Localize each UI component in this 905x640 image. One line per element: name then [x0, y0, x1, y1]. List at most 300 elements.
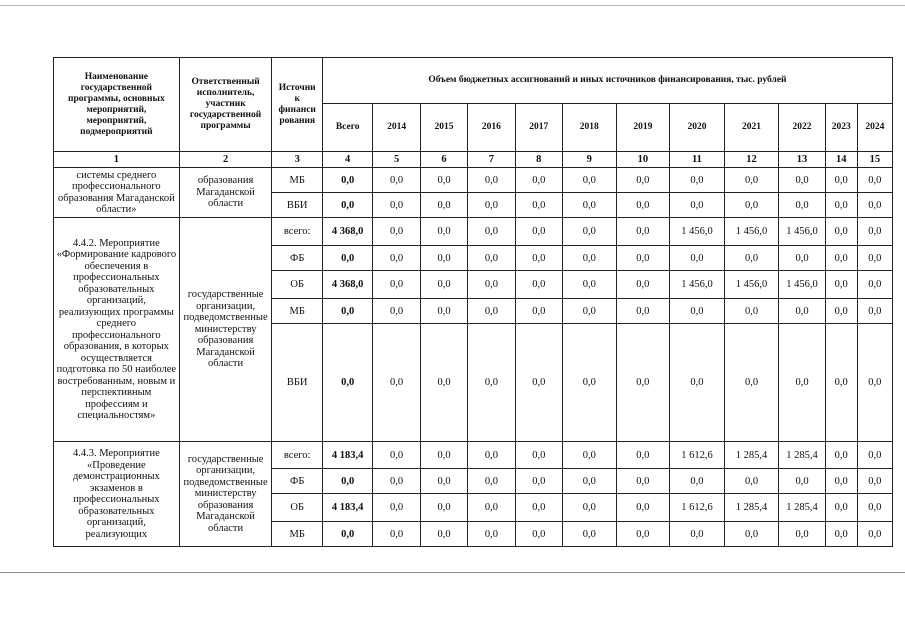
cell-value: 0,0	[484, 226, 498, 237]
cell-value: 0,0	[834, 279, 848, 290]
cell-value: 0,0	[341, 174, 355, 186]
cell-value: 0,0	[532, 174, 546, 186]
year-value	[468, 442, 515, 469]
cell-value: 0,0	[868, 279, 882, 290]
year-value	[515, 218, 562, 246]
year-value	[724, 168, 779, 193]
cell-value: 0,0	[636, 528, 650, 540]
header-index: 7	[468, 152, 515, 168]
year-value	[515, 469, 562, 494]
year-value	[468, 193, 515, 218]
year-value	[825, 469, 857, 494]
year-value	[616, 522, 670, 547]
year-value	[562, 299, 616, 324]
measure-name: системы среднего профессионального образования Магаданской области»	[54, 168, 180, 218]
year-value	[779, 494, 825, 522]
cell-value: 0,0	[582, 252, 596, 264]
cell-value: 0,0	[690, 174, 704, 186]
header-year: 2014	[373, 104, 420, 152]
cell-value: 0,0	[868, 377, 882, 388]
cell-value: 4 368,0	[331, 279, 364, 290]
cell-value: 0,0	[636, 226, 650, 237]
cell-value: 0,0	[868, 226, 882, 237]
year-value	[724, 299, 779, 324]
year-value	[670, 218, 725, 246]
header-executor: Ответственный исполнитель, участник государственной программы	[179, 58, 272, 152]
cell-value: 0,0	[390, 449, 404, 461]
cell-value: 0,0	[690, 475, 704, 487]
year-value	[373, 218, 420, 246]
year-value	[857, 218, 892, 246]
year-value	[857, 271, 892, 299]
cell-value: 0,0	[744, 174, 759, 186]
year-value	[724, 324, 779, 442]
cell-value: 0,0	[484, 199, 498, 211]
cell-value: 0,0	[532, 279, 546, 290]
cell-value: 0,0	[484, 279, 498, 290]
cell-value: 0,0	[636, 377, 650, 388]
cell-value: 0,0	[636, 174, 650, 186]
cell-value: 0,0	[532, 199, 546, 211]
cell-value: 0,0	[795, 528, 809, 540]
cell-value: 4 183,4	[331, 449, 364, 461]
cell-value: 0,0	[744, 305, 759, 317]
year-value	[420, 299, 467, 324]
measure-executor: государственные организации, подведомственные министерству образования Магаданской области	[179, 218, 272, 442]
total-value	[322, 193, 372, 218]
cell-value: 1 456,0	[786, 279, 818, 290]
cell-value: 0,0	[484, 528, 498, 540]
cell-value: 0,0	[834, 199, 848, 211]
year-value	[857, 193, 892, 218]
year-value	[373, 522, 420, 547]
cell-value: 1 285,4	[735, 502, 768, 513]
cell-value: 0,0	[484, 502, 498, 513]
year-value	[825, 168, 857, 193]
cell-value: 0,0	[834, 174, 848, 186]
cell-value: 0,0	[341, 199, 355, 211]
year-value	[515, 299, 562, 324]
header-budget-group: Объем бюджетных ассигнований и иных источников финансирования, тыс. рублей	[322, 58, 892, 104]
year-value	[779, 469, 825, 494]
year-value	[825, 271, 857, 299]
total-value	[322, 442, 372, 469]
cell-value: 0,0	[690, 305, 704, 317]
year-value	[779, 271, 825, 299]
year-value	[420, 193, 467, 218]
header-year: 2016	[468, 104, 515, 152]
measure-executor: образования Магаданской области	[179, 168, 272, 218]
cell-value: 0,0	[532, 305, 546, 317]
cell-value: 0,0	[834, 449, 848, 461]
cell-value: 0,0	[834, 252, 848, 264]
cell-value: 0,0	[390, 279, 404, 290]
year-value	[468, 494, 515, 522]
cell-value: 0,0	[834, 502, 848, 513]
cell-value: 1 456,0	[681, 279, 713, 290]
year-value	[825, 218, 857, 246]
cell-value: 0,0	[834, 528, 848, 540]
header-index: 13	[779, 152, 825, 168]
cell-value: 1 612,6	[681, 449, 713, 461]
cell-value: 0,0	[582, 528, 596, 540]
year-value	[857, 324, 892, 442]
year-value	[825, 193, 857, 218]
cell-value: 0,0	[341, 252, 355, 264]
cell-value: 0,0	[582, 305, 596, 317]
funding-source: ОБ	[272, 494, 322, 522]
year-value	[420, 494, 467, 522]
year-value	[724, 193, 779, 218]
cell-value: 0,0	[795, 199, 809, 211]
header-year: 2018	[562, 104, 616, 152]
cell-value: 0,0	[795, 305, 809, 317]
budget-table	[53, 57, 893, 547]
year-value	[562, 193, 616, 218]
year-value	[857, 246, 892, 271]
cell-value: 0,0	[834, 305, 848, 317]
total-value	[322, 522, 372, 547]
cell-value: 0,0	[636, 475, 650, 487]
year-value	[857, 469, 892, 494]
cell-value: 0,0	[437, 475, 451, 487]
cell-value: 0,0	[744, 528, 759, 540]
year-value	[468, 522, 515, 547]
cell-value: 0,0	[484, 305, 498, 317]
total-value	[322, 324, 372, 442]
header-year: 2015	[420, 104, 467, 152]
header-index: 11	[670, 152, 725, 168]
header-index: 9	[562, 152, 616, 168]
year-value	[616, 168, 670, 193]
year-value	[468, 469, 515, 494]
cell-value: 0,0	[390, 174, 404, 186]
year-value	[779, 193, 825, 218]
year-value	[724, 271, 779, 299]
cell-value: 0,0	[834, 377, 848, 388]
total-value	[322, 469, 372, 494]
cell-value: 0,0	[582, 475, 596, 487]
cell-value: 0,0	[532, 226, 546, 237]
measure-name: 4.4.3. Мероприятие «Проведение демонстрационных экзаменов в профессиональных образовательных организаций, реализующих	[54, 442, 180, 547]
year-value	[515, 494, 562, 522]
header-year: 2023	[825, 104, 857, 152]
cell-value: 1 612,6	[681, 502, 713, 513]
cell-value: 0,0	[582, 449, 596, 461]
year-value	[616, 494, 670, 522]
year-value	[825, 522, 857, 547]
year-value	[515, 522, 562, 547]
year-value	[825, 246, 857, 271]
cell-value: 0,0	[437, 305, 451, 317]
cell-value: 0,0	[795, 475, 809, 487]
year-value	[857, 522, 892, 547]
funding-source: ФБ	[272, 246, 322, 271]
cell-value: 0,0	[390, 502, 404, 513]
cell-value: 0,0	[834, 226, 848, 237]
year-value	[420, 324, 467, 442]
cell-value: 0,0	[437, 502, 451, 513]
bottom-rule	[0, 572, 905, 573]
cell-value: 0,0	[744, 475, 759, 487]
cell-value: 0,0	[437, 528, 451, 540]
cell-value: 0,0	[437, 174, 451, 186]
cell-value: 0,0	[484, 449, 498, 461]
funding-source: МБ	[272, 522, 322, 547]
total-value	[322, 494, 372, 522]
year-value	[670, 522, 725, 547]
funding-source: всего:	[272, 442, 322, 469]
year-value	[616, 442, 670, 469]
year-value	[420, 271, 467, 299]
header-year: 2024	[857, 104, 892, 152]
cell-value: 0,0	[582, 377, 596, 388]
total-value	[322, 299, 372, 324]
year-value	[373, 168, 420, 193]
cell-value: 0,0	[437, 377, 451, 388]
year-value	[373, 494, 420, 522]
year-value	[724, 494, 779, 522]
cell-value: 0,0	[390, 252, 404, 264]
cell-value: 0,0	[582, 502, 596, 513]
year-value	[825, 494, 857, 522]
header-year: 2021	[724, 104, 779, 152]
year-value	[562, 442, 616, 469]
year-value	[420, 246, 467, 271]
year-value	[468, 218, 515, 246]
year-value	[616, 218, 670, 246]
cell-value: 0,0	[690, 377, 704, 388]
cell-value: 0,0	[390, 475, 404, 487]
cell-value: 1 456,0	[681, 226, 713, 237]
cell-value: 0,0	[690, 199, 704, 211]
cell-value: 0,0	[868, 449, 882, 461]
year-value	[373, 271, 420, 299]
year-value	[515, 246, 562, 271]
year-value	[420, 469, 467, 494]
year-value	[562, 469, 616, 494]
year-value	[857, 299, 892, 324]
year-value	[373, 193, 420, 218]
cell-value: 0,0	[484, 174, 498, 186]
year-value	[724, 246, 779, 271]
cell-value: 0,0	[341, 528, 355, 540]
cell-value: 0,0	[636, 502, 650, 513]
year-value	[420, 218, 467, 246]
funding-source: ВБИ	[272, 324, 322, 442]
year-value	[420, 442, 467, 469]
table-row	[54, 218, 893, 246]
cell-value: 0,0	[437, 226, 451, 237]
year-value	[670, 168, 725, 193]
cell-value: 1 456,0	[786, 226, 818, 237]
cell-value: 0,0	[690, 252, 704, 264]
total-value	[322, 271, 372, 299]
year-value	[373, 246, 420, 271]
header-source: Источни к финанси рования	[272, 58, 322, 152]
year-value	[562, 324, 616, 442]
cell-value: 0,0	[868, 252, 882, 264]
cell-value: 0,0	[390, 226, 404, 237]
cell-value: 0,0	[390, 377, 404, 388]
cell-value: 0,0	[636, 252, 650, 264]
header-index: 1	[54, 152, 180, 168]
cell-value: 0,0	[437, 449, 451, 461]
cell-value: 0,0	[636, 305, 650, 317]
year-value	[670, 246, 725, 271]
year-value	[562, 168, 616, 193]
cell-value: 0,0	[690, 528, 704, 540]
cell-value: 0,0	[532, 528, 546, 540]
cell-value: 0,0	[341, 475, 355, 487]
cell-value: 0,0	[484, 377, 498, 388]
cell-value: 0,0	[437, 252, 451, 264]
cell-value: 0,0	[795, 174, 809, 186]
cell-value: 4 368,0	[331, 226, 364, 237]
year-value	[562, 494, 616, 522]
year-value	[779, 168, 825, 193]
cell-value: 0,0	[868, 305, 882, 317]
year-value	[373, 299, 420, 324]
top-rule	[0, 5, 905, 6]
cell-value: 0,0	[341, 377, 355, 388]
year-value	[468, 246, 515, 271]
cell-value: 0,0	[868, 475, 882, 487]
total-value	[322, 218, 372, 246]
year-value	[724, 522, 779, 547]
cell-value: 0,0	[868, 528, 882, 540]
funding-source: МБ	[272, 299, 322, 324]
header-index: 3	[272, 152, 322, 168]
cell-value: 0,0	[437, 279, 451, 290]
header-index: 2	[179, 152, 272, 168]
cell-value: 0,0	[868, 174, 882, 186]
header-index: 8	[515, 152, 562, 168]
cell-value: 0,0	[795, 252, 809, 264]
header-year: 2020	[670, 104, 725, 152]
cell-value: 0,0	[390, 305, 404, 317]
year-value	[616, 246, 670, 271]
cell-value: 0,0	[744, 199, 759, 211]
cell-value: 0,0	[868, 199, 882, 211]
header-year: 2017	[515, 104, 562, 152]
cell-value: 0,0	[437, 199, 451, 211]
year-value	[468, 271, 515, 299]
year-value	[616, 193, 670, 218]
year-value	[468, 168, 515, 193]
year-value	[468, 299, 515, 324]
header-index: 10	[616, 152, 670, 168]
funding-source: ФБ	[272, 469, 322, 494]
funding-source: ВБИ	[272, 193, 322, 218]
cell-value: 1 285,4	[735, 449, 768, 461]
funding-source: МБ	[272, 168, 322, 193]
year-value	[420, 522, 467, 547]
year-value	[724, 218, 779, 246]
cell-value: 0,0	[636, 449, 650, 461]
cell-value: 0,0	[532, 449, 546, 461]
total-value	[322, 246, 372, 271]
year-value	[779, 442, 825, 469]
year-value	[515, 193, 562, 218]
cell-value: 1 456,0	[735, 226, 768, 237]
measure-name: 4.4.2. Мероприятие «Формирование кадрового обеспечения в профессиональных образовательных организаций, реализующих программы среднего профессионального образования, в которых осуществляется подготовка по 50 наиболее востребованным, новым и перспективным профессиям и специальностям»	[54, 218, 180, 442]
year-value	[562, 522, 616, 547]
year-value	[616, 299, 670, 324]
funding-source: ОБ	[272, 271, 322, 299]
cell-value: 0,0	[341, 305, 355, 317]
cell-value: 0,0	[484, 475, 498, 487]
cell-value: 0,0	[868, 502, 882, 513]
header-year: 2022	[779, 104, 825, 152]
cell-value: 0,0	[834, 475, 848, 487]
header-index: 6	[420, 152, 467, 168]
year-value	[857, 168, 892, 193]
year-value	[825, 442, 857, 469]
header-index: 12	[724, 152, 779, 168]
header-year: Всего	[322, 104, 372, 152]
cell-value: 0,0	[744, 252, 759, 264]
year-value	[724, 442, 779, 469]
cell-value: 4 183,4	[331, 502, 364, 513]
header-index: 15	[857, 152, 892, 168]
year-value	[515, 271, 562, 299]
year-value	[562, 271, 616, 299]
header-index: 5	[373, 152, 420, 168]
cell-value: 0,0	[744, 377, 759, 388]
cell-value: 1 285,4	[786, 502, 818, 513]
year-value	[420, 168, 467, 193]
year-value	[670, 442, 725, 469]
year-value	[373, 324, 420, 442]
cell-value: 0,0	[582, 226, 596, 237]
year-value	[670, 193, 725, 218]
year-value	[825, 299, 857, 324]
year-value	[670, 469, 725, 494]
year-value	[779, 522, 825, 547]
measure-executor: государственные организации, подведомственные министерству образования Магаданской области	[179, 442, 272, 547]
header-name: Наименование государственной программы, основных мероприятий, мероприятий, подмероприятий	[54, 58, 180, 152]
year-value	[670, 271, 725, 299]
year-value	[562, 218, 616, 246]
year-value	[515, 442, 562, 469]
cell-value: 1 456,0	[735, 279, 768, 290]
year-value	[670, 324, 725, 442]
cell-value: 0,0	[532, 475, 546, 487]
year-value	[670, 494, 725, 522]
cell-value: 0,0	[532, 252, 546, 264]
year-value	[515, 324, 562, 442]
cell-value: 0,0	[582, 199, 596, 211]
funding-source: всего:	[272, 218, 322, 246]
year-value	[616, 324, 670, 442]
year-value	[562, 246, 616, 271]
year-value	[779, 218, 825, 246]
header-index: 14	[825, 152, 857, 168]
year-value	[724, 469, 779, 494]
total-value	[322, 168, 372, 193]
header-year: 2019	[616, 104, 670, 152]
year-value	[779, 324, 825, 442]
cell-value: 0,0	[636, 199, 650, 211]
year-value	[373, 469, 420, 494]
year-value	[515, 168, 562, 193]
year-value	[857, 442, 892, 469]
year-value	[779, 299, 825, 324]
cell-value: 0,0	[532, 502, 546, 513]
cell-value: 0,0	[582, 174, 596, 186]
year-value	[616, 469, 670, 494]
